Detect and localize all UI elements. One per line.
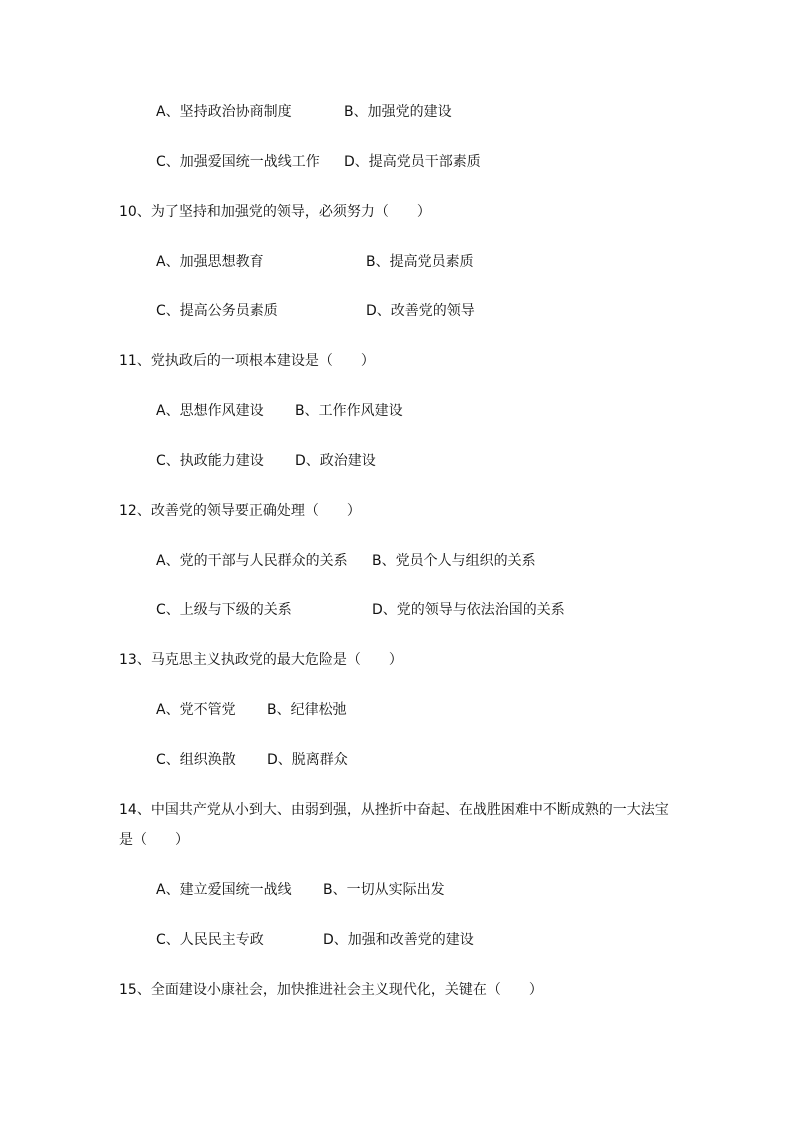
q10-option-d: D、改善党的领导 (366, 303, 475, 319)
q14-stem-line-2: 是（ ） (119, 832, 189, 848)
q9-option-b: B、加强党的建设 (344, 104, 452, 120)
q14-option-b: B、一切从实际出发 (323, 882, 445, 898)
q14-option-d: D、加强和改善党的建设 (323, 932, 474, 948)
q13-stem: 13、马克思主义执政党的最大危险是（ ） (119, 652, 403, 668)
q9-option-a: A、坚持政治协商制度 (156, 104, 292, 120)
q12-option-b: B、党员个人与组织的关系 (372, 553, 536, 569)
q11-option-c: C、执政能力建设 (156, 453, 264, 469)
q14-option-c: C、人民民主专政 (156, 932, 264, 948)
q10-option-c: C、提高公务员素质 (156, 303, 278, 319)
q13-option-d: D、脱离群众 (267, 752, 348, 768)
q10-option-a: A、加强思想教育 (156, 254, 264, 270)
q9-option-c: C、加强爱国统一战线工作 (156, 154, 320, 170)
q13-option-b: B、纪律松弛 (267, 702, 347, 718)
q10-stem: 10、为了坚持和加强党的领导，必须努力（ ） (119, 204, 431, 220)
q11-stem: 11、党执政后的一项根本建设是（ ） (119, 353, 375, 369)
q12-option-c: C、上级与下级的关系 (156, 602, 292, 618)
q12-option-d: D、党的领导与依法治国的关系 (372, 602, 565, 618)
q14-stem-line-1: 14、中国共产党从小到大、由弱到强，从挫折中奋起、在战胜困难中不断成熟的一大法宝 (119, 802, 669, 818)
q13-option-c: C、组织涣散 (156, 752, 236, 768)
q9-option-d: D、提高党员干部素质 (344, 154, 481, 170)
q14-option-a: A、建立爱国统一战线 (156, 882, 292, 898)
q13-option-a: A、党不管党 (156, 702, 236, 718)
q11-option-a: A、思想作风建设 (156, 403, 264, 419)
q15-stem: 15、全面建设小康社会，加快推进社会主义现代化，关键在（ ） (119, 982, 543, 998)
q11-option-b: B、工作作风建设 (295, 403, 403, 419)
q10-option-b: B、提高党员素质 (366, 254, 474, 270)
q11-option-d: D、政治建设 (295, 453, 376, 469)
q12-stem: 12、改善党的领导要正确处理（ ） (119, 503, 361, 519)
q12-option-a: A、党的干部与人民群众的关系 (156, 553, 348, 569)
